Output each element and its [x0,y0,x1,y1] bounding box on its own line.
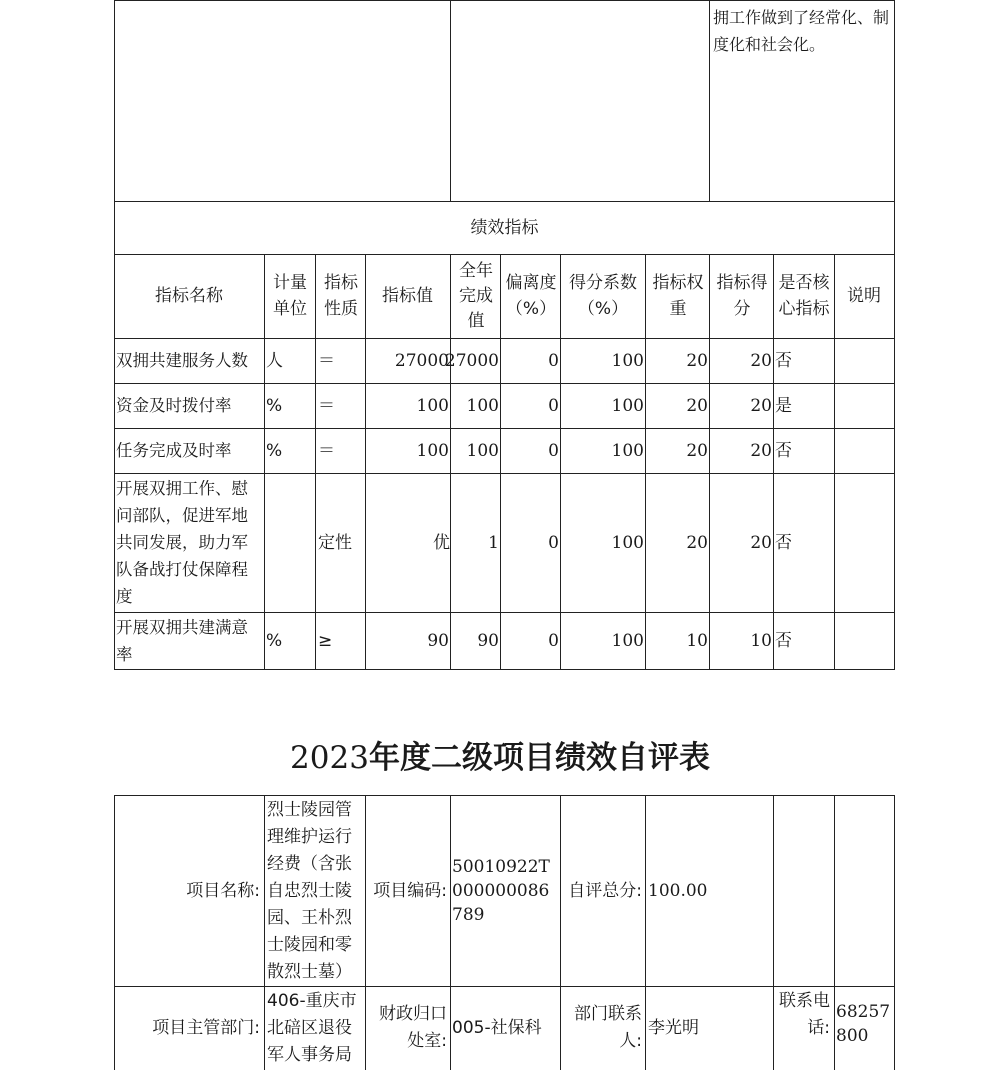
table-cell-core: 否 [775,630,792,651]
table-row-name: 资金及时拨付率 [116,395,232,415]
col-header: 是否核心指标 [778,273,830,319]
table-cell-coef: 100 [611,630,644,651]
page-title-text: 年度二级项目绩效自评表 [368,740,710,776]
project-code-value: 50010922T000000086789 [452,856,550,925]
table-cell-score: 20 [750,440,772,461]
table-cell-core: 否 [775,440,792,461]
table-cell-score: 20 [750,532,772,553]
table-cell-score: 20 [750,350,772,371]
table-cell-weight: 20 [686,532,708,553]
table-cell-note [836,338,894,383]
table-cell-core: 是 [775,395,792,416]
table-cell-coef: 100 [611,532,644,553]
finance-value: 005-社保科 [452,1018,542,1038]
table-cell-target: 100 [416,440,449,461]
contact-label: 部门联系人: [574,1004,642,1051]
finance-label: 财政归口处室: [379,1004,447,1051]
section-header-performance: 绩效指标 [470,217,539,238]
table-cell-deviation: 0 [548,532,559,553]
table-cell-unit [266,473,314,612]
table-cell-weight: 20 [686,395,708,416]
table-cell-weight: 20 [686,350,708,371]
table-row-name: 任务完成及时率 [116,440,232,460]
page-title-year: 2023 [290,740,369,776]
table-cell-actual: 1 [488,532,499,553]
col-header: 指标性质 [324,273,358,319]
carryover-text: 拥工作做到了经常化、制度化和社会化。 [713,8,890,54]
table-cell-coef: 100 [611,395,644,416]
project-name-label: 项目名称: [186,880,260,901]
table-cell-coef: 100 [611,350,644,371]
table-cell-weight: 20 [686,440,708,461]
table-cell-weight: 10 [686,630,708,651]
col-header: 偏离度（%） [505,273,557,319]
table-cell-unit: 人 [266,350,283,371]
table-row-name: 双拥共建服务人数 [116,350,248,370]
table-cell-deviation: 0 [548,630,559,651]
col-header: 指标得分 [716,273,768,319]
table-cell-note [836,428,894,473]
table-row-name: 开展双拥工作、慰问部队，促进军地共同发展，助力军队备战打仗保障程度 [116,479,248,606]
table-cell-nature: 定性 [318,532,352,553]
col-header: 指标权重 [652,273,704,319]
table-cell-target: 90 [427,630,449,651]
table-cell-actual: 27000 [444,350,499,371]
table-cell-target: 优 [433,532,450,553]
self-score-label: 自评总分: [568,880,642,901]
table-cell-unit: % [266,630,283,651]
page-title [0,738,1000,778]
table-cell-nature: ＝ [318,440,335,461]
dept-label: 项目主管部门: [152,1018,260,1038]
table-cell-target: 27000 [394,350,449,371]
table-cell-note [836,612,894,669]
col-header: 全年完成值 [459,260,493,331]
table-cell-core: 否 [775,532,792,553]
table-cell-nature: ＝ [318,350,335,371]
col-header: 指标值 [382,286,433,306]
table-cell-actual: 100 [466,440,499,461]
table-cell-target: 100 [416,395,449,416]
table-cell-deviation: 0 [548,440,559,461]
table-cell-note [836,473,894,612]
table-cell-nature: ＝ [318,395,335,416]
dept-value: 406-重庆市北碚区退役军人事务局 [267,991,357,1065]
table-cell-score: 20 [750,395,772,416]
col-header: 指标名称 [155,286,223,306]
col-header: 说明 [847,286,881,306]
table-cell-score: 10 [750,630,772,651]
phone-value: 68257800 [836,1002,891,1046]
table-cell-actual: 100 [466,395,499,416]
table-cell-note [836,383,894,428]
table-row-name: 开展双拥共建满意率 [116,617,248,664]
table-cell-deviation: 0 [548,395,559,416]
col-header: 得分系数（%） [569,273,637,319]
table-cell-deviation: 0 [548,350,559,371]
table-cell-nature: ≥ [318,630,333,651]
col-header: 计量单位 [273,273,307,319]
project-code-label: 项目编码: [373,880,447,901]
phone-label: 联系电话: [779,991,830,1038]
table-cell-coef: 100 [611,440,644,461]
self-score-value: 100.00 [648,880,708,901]
project-name-value: 烈士陵园管理维护运行经费（含张自忠烈士陵园、王朴烈士陵园和零散烈士墓） [267,800,352,982]
table-cell-core: 否 [775,350,792,371]
table-cell-unit: % [266,395,283,416]
contact-value: 李光明 [648,1018,699,1038]
table-cell-actual: 90 [477,630,499,651]
table-cell-unit: % [266,440,283,461]
